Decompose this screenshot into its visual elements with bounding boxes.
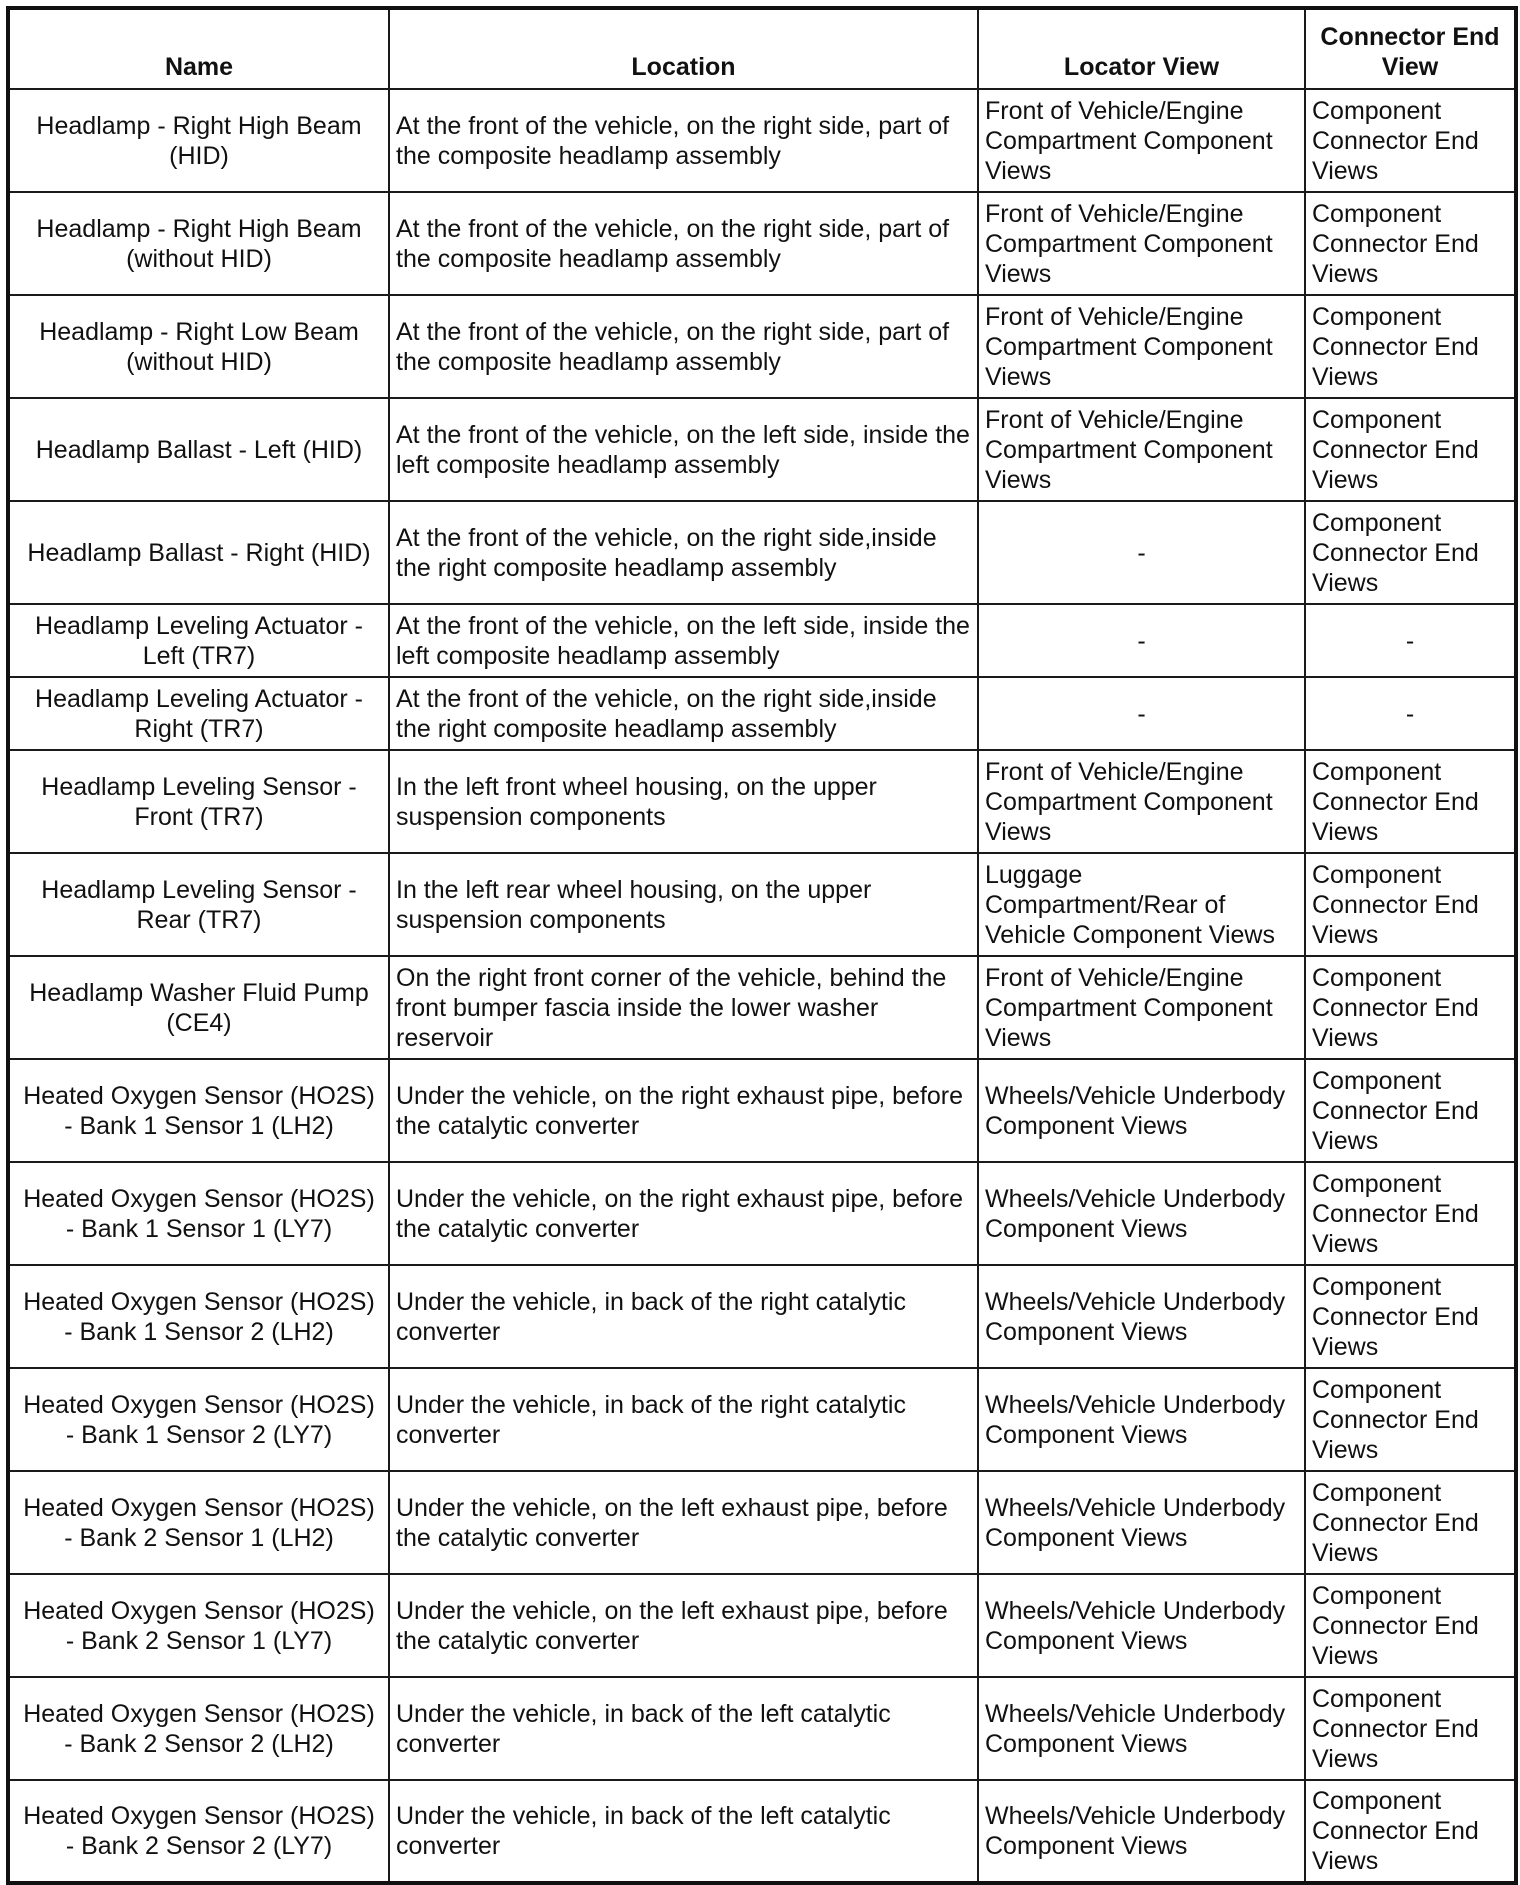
locator-view-cell: Luggage Compartment/Rear of Vehicle Component Views [978,853,1305,956]
locator-view-cell: Wheels/Vehicle Underbody Component Views [978,1677,1305,1780]
name-cell: Headlamp - Right High Beam (without HID) [8,192,389,295]
name-cell: Headlamp - Right High Beam (HID) [8,89,389,192]
component-locator-table-container [6,6,1518,1885]
location-cell: At the front of the vehicle, on the right side, part of the composite headlamp assembly [389,192,978,295]
connector-end-view-cell: Component Connector End Views [1305,956,1516,1059]
locator-view-cell: Front of Vehicle/Engine Compartment Component Views [978,295,1305,398]
table-row [8,956,1516,1059]
table-row [8,853,1516,956]
location-cell: Under the vehicle, in back of the left catalytic converter [389,1677,978,1780]
locator-view-cell: - [978,677,1305,750]
column-header-locator-view: Locator View [978,8,1305,89]
location-cell: In the left front wheel housing, on the upper suspension components [389,750,978,853]
table-row [8,1471,1516,1574]
table-row [8,1677,1516,1780]
name-cell: Heated Oxygen Sensor (HO2S) - Bank 2 Sensor 1 (LH2) [8,1471,389,1574]
name-cell: Heated Oxygen Sensor (HO2S) - Bank 1 Sensor 2 (LY7) [8,1368,389,1471]
locator-view-cell: Front of Vehicle/Engine Compartment Component Views [978,956,1305,1059]
name-cell: Headlamp Leveling Sensor - Front (TR7) [8,750,389,853]
name-cell: Headlamp Washer Fluid Pump (CE4) [8,956,389,1059]
name-cell: Headlamp Leveling Actuator - Right (TR7) [8,677,389,750]
locator-view-cell: Wheels/Vehicle Underbody Component Views [978,1368,1305,1471]
locator-view-cell: - [978,501,1305,604]
locator-view-cell: Front of Vehicle/Engine Compartment Component Views [978,750,1305,853]
connector-end-view-cell: - [1305,604,1516,677]
table-row [8,1059,1516,1162]
locator-view-cell: Wheels/Vehicle Underbody Component Views [978,1059,1305,1162]
table-row [8,1162,1516,1265]
connector-end-view-cell: Component Connector End Views [1305,295,1516,398]
locator-view-cell: - [978,604,1305,677]
location-cell: In the left rear wheel housing, on the upper suspension components [389,853,978,956]
table-row [8,604,1516,677]
column-header-connector-end-view: Connector End View [1305,8,1516,89]
table-row [8,398,1516,501]
table-row [8,1574,1516,1677]
name-cell: Heated Oxygen Sensor (HO2S) - Bank 1 Sensor 1 (LH2) [8,1059,389,1162]
locator-view-cell: Wheels/Vehicle Underbody Component Views [978,1162,1305,1265]
location-cell: At the front of the vehicle, on the left side, inside the left composite headlamp assembly [389,398,978,501]
locator-view-cell: Front of Vehicle/Engine Compartment Component Views [978,192,1305,295]
connector-end-view-cell: Component Connector End Views [1305,750,1516,853]
table-row [8,89,1516,192]
connector-end-view-cell: Component Connector End Views [1305,1677,1516,1780]
name-cell: Heated Oxygen Sensor (HO2S) - Bank 2 Sensor 1 (LY7) [8,1574,389,1677]
table-row [8,192,1516,295]
name-cell: Headlamp Leveling Actuator - Left (TR7) [8,604,389,677]
connector-end-view-cell: Component Connector End Views [1305,853,1516,956]
location-cell: At the front of the vehicle, on the left side, inside the left composite headlamp assembly [389,604,978,677]
location-cell: At the front of the vehicle, on the right side, part of the composite headlamp assembly [389,295,978,398]
table-row [8,677,1516,750]
connector-end-view-cell: Component Connector End Views [1305,1471,1516,1574]
column-header-location: Location [389,8,978,89]
location-cell: On the right front corner of the vehicle, behind the front bumper fascia inside the lower washer reservoir [389,956,978,1059]
locator-view-cell: Front of Vehicle/Engine Compartment Component Views [978,398,1305,501]
name-cell: Headlamp - Right Low Beam (without HID) [8,295,389,398]
connector-end-view-cell: Component Connector End Views [1305,398,1516,501]
name-cell: Heated Oxygen Sensor (HO2S) - Bank 1 Sensor 1 (LY7) [8,1162,389,1265]
location-cell: Under the vehicle, on the right exhaust pipe, before the catalytic converter [389,1162,978,1265]
name-cell: Headlamp Ballast - Left (HID) [8,398,389,501]
name-cell: Heated Oxygen Sensor (HO2S) - Bank 2 Sensor 2 (LY7) [8,1780,389,1883]
locator-view-cell: Wheels/Vehicle Underbody Component Views [978,1574,1305,1677]
connector-end-view-cell: Component Connector End Views [1305,89,1516,192]
location-cell: Under the vehicle, in back of the right catalytic converter [389,1368,978,1471]
connector-end-view-cell: Component Connector End Views [1305,1780,1516,1883]
column-header-name: Name [8,8,389,89]
locator-view-cell: Wheels/Vehicle Underbody Component Views [978,1471,1305,1574]
table-row [8,1368,1516,1471]
location-cell: Under the vehicle, on the left exhaust pipe, before the catalytic converter [389,1471,978,1574]
locator-view-cell: Wheels/Vehicle Underbody Component Views [978,1265,1305,1368]
location-cell: Under the vehicle, in back of the left catalytic converter [389,1780,978,1883]
connector-end-view-cell: Component Connector End Views [1305,1368,1516,1471]
table-row [8,295,1516,398]
location-cell: Under the vehicle, in back of the right catalytic converter [389,1265,978,1368]
name-cell: Headlamp Ballast - Right (HID) [8,501,389,604]
location-cell: At the front of the vehicle, on the right side,inside the right composite headlamp assembly [389,677,978,750]
connector-end-view-cell: Component Connector End Views [1305,1265,1516,1368]
location-cell: At the front of the vehicle, on the right side,inside the right composite headlamp assembly [389,501,978,604]
location-cell: Under the vehicle, on the right exhaust pipe, before the catalytic converter [389,1059,978,1162]
connector-end-view-cell: Component Connector End Views [1305,1574,1516,1677]
name-cell: Heated Oxygen Sensor (HO2S) - Bank 2 Sensor 2 (LH2) [8,1677,389,1780]
table-row [8,750,1516,853]
name-cell: Heated Oxygen Sensor (HO2S) - Bank 1 Sensor 2 (LH2) [8,1265,389,1368]
connector-end-view-cell: Component Connector End Views [1305,501,1516,604]
locator-view-cell: Front of Vehicle/Engine Compartment Component Views [978,89,1305,192]
location-cell: At the front of the vehicle, on the right side, part of the composite headlamp assembly [389,89,978,192]
table-row [8,501,1516,604]
header-row [8,8,1516,89]
connector-end-view-cell: - [1305,677,1516,750]
component-locator-table [6,6,1518,1885]
location-cell: Under the vehicle, on the left exhaust pipe, before the catalytic converter [389,1574,978,1677]
connector-end-view-cell: Component Connector End Views [1305,1162,1516,1265]
connector-end-view-cell: Component Connector End Views [1305,192,1516,295]
name-cell: Headlamp Leveling Sensor - Rear (TR7) [8,853,389,956]
locator-view-cell: Wheels/Vehicle Underbody Component Views [978,1780,1305,1883]
table-row [8,1265,1516,1368]
connector-end-view-cell: Component Connector End Views [1305,1059,1516,1162]
